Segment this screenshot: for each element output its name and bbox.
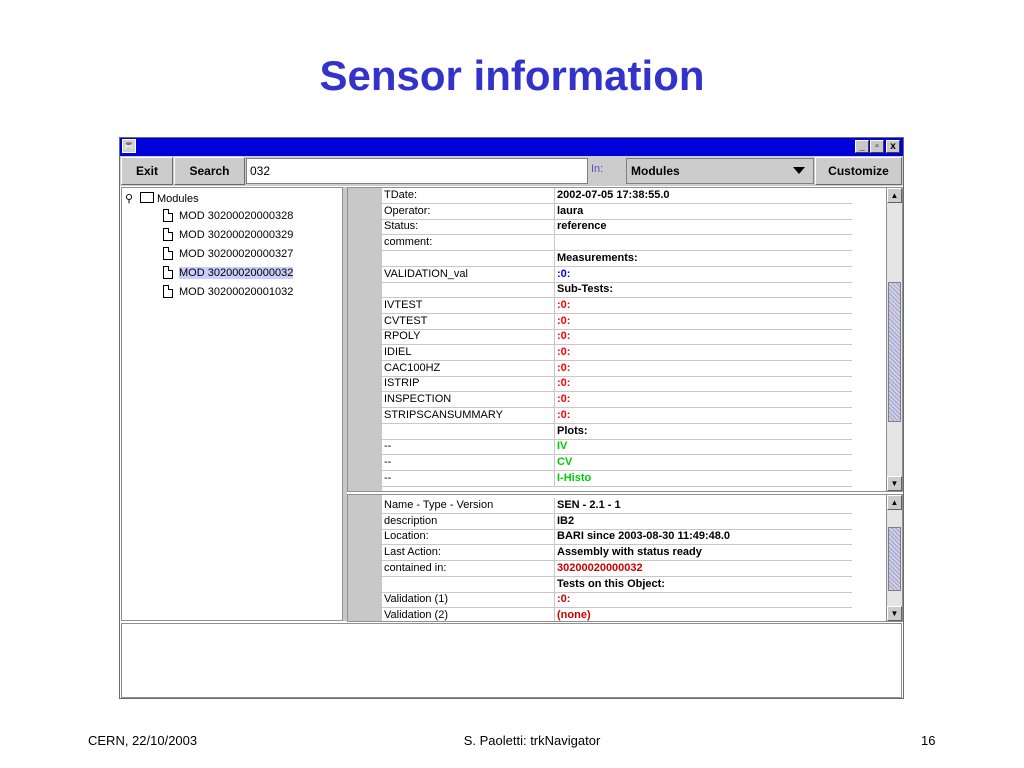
tree-item-label: MOD 30200020000032 [179, 267, 294, 279]
row-value: IV [554, 439, 852, 454]
row-key: IDIEL [384, 346, 412, 358]
table-row[interactable] [382, 514, 852, 530]
folder-icon [140, 192, 154, 203]
row-value: :0: [554, 314, 852, 329]
row-value: :0: [554, 408, 852, 423]
row-value: :0: [554, 592, 852, 607]
table-row[interactable] [382, 577, 852, 593]
row-key: -- [384, 455, 392, 468]
row-header-strip [348, 495, 382, 621]
scroll-thumb[interactable] [888, 282, 901, 422]
java-app-icon: ☕ [123, 140, 136, 151]
row-value: reference [554, 219, 852, 234]
table-row[interactable] [382, 345, 852, 361]
table-row[interactable] [382, 298, 852, 314]
row-value: Measurements: [554, 251, 852, 266]
row-value: :0: [554, 298, 852, 313]
row-value: Plots: [554, 424, 852, 439]
table-row[interactable] [382, 329, 852, 345]
chevron-down-icon[interactable] [793, 167, 805, 174]
row-value: :0: [554, 329, 852, 344]
row-value: :0: [554, 267, 852, 282]
table-row[interactable] [382, 408, 852, 424]
table-row[interactable] [382, 439, 852, 455]
table-row[interactable] [382, 424, 852, 440]
message-panel [121, 623, 902, 698]
row-key: Validation (1) [384, 593, 448, 606]
tree-handle-icon[interactable]: ⚲ [125, 193, 134, 205]
tree-root-label: Modules [157, 193, 199, 205]
scroll-up-icon[interactable]: ▲ [887, 495, 902, 510]
row-value: 2002-07-05 17:38:55.0 [554, 188, 852, 203]
row-value: :0: [554, 392, 852, 407]
tree-item-label: MOD 30200020001032 [179, 286, 294, 298]
table-row[interactable] [382, 188, 852, 204]
row-value: BARI since 2003-08-30 11:49:48.0 [554, 529, 852, 544]
table-row[interactable] [382, 592, 852, 608]
row-value: 30200020000032 [554, 561, 852, 576]
table-row[interactable] [382, 498, 852, 514]
scroll-down-icon[interactable]: ▼ [887, 606, 902, 621]
table-row[interactable] [382, 455, 852, 471]
row-value: CV [554, 455, 852, 470]
scroll-up-icon[interactable]: ▲ [887, 188, 902, 203]
row-header-strip [348, 188, 382, 491]
table-row[interactable] [382, 608, 852, 622]
tree-item[interactable] [163, 246, 293, 262]
close-button[interactable]: x [886, 140, 900, 153]
row-value: laura [554, 204, 852, 219]
row-key: Last Action: [384, 546, 441, 559]
scope-select-value: Modules [631, 164, 680, 178]
footer-center: S. Paoletti: trkNavigator [463, 733, 601, 748]
table-row[interactable] [382, 529, 852, 545]
tree-item[interactable] [163, 284, 293, 300]
row-key: TDate: [384, 189, 418, 201]
scope-label: In: [591, 163, 604, 175]
table-row[interactable] [382, 376, 852, 392]
document-icon [163, 285, 173, 298]
table-row[interactable] [382, 282, 852, 298]
row-value [554, 235, 852, 250]
row-key: RPOLY [384, 330, 421, 343]
document-icon [163, 228, 173, 241]
row-key: VALIDATION_val [384, 267, 468, 280]
row-key: description [384, 514, 438, 527]
row-value: SEN - 2.1 - 1 [554, 498, 852, 513]
row-key: Name - Type - Version [384, 499, 494, 511]
row-key: -- [384, 440, 392, 453]
table-row[interactable] [382, 204, 852, 220]
table-row[interactable] [382, 267, 852, 283]
toolbar [120, 156, 903, 186]
row-key: Status: [384, 220, 419, 233]
table-row[interactable] [382, 392, 852, 408]
scroll-down-icon[interactable]: ▼ [887, 476, 902, 491]
tree-item-label: MOD 30200020000329 [179, 229, 294, 241]
row-value: Assembly with status ready [554, 545, 852, 560]
footer-left: CERN, 22/10/2003 [88, 733, 198, 748]
table-row[interactable] [382, 251, 852, 267]
row-value: :0: [554, 345, 852, 360]
window-titlebar[interactable] [120, 138, 903, 156]
table-row[interactable] [382, 235, 852, 251]
row-key: STRIPSCANSUMMARY [384, 408, 503, 421]
vertical-scrollbar[interactable] [886, 495, 902, 621]
row-value: IB2 [554, 514, 852, 529]
footer-page-number: 16 [921, 733, 936, 748]
maximize-button[interactable]: ▫ [870, 140, 884, 153]
customize-button[interactable]: Customize [815, 157, 902, 185]
table-row[interactable] [382, 561, 852, 577]
table-row[interactable] [382, 314, 852, 330]
tree-item-label: MOD 30200020000328 [179, 210, 294, 222]
search-input[interactable]: 032 [246, 158, 588, 184]
tree-item-label: MOD 30200020000327 [179, 248, 294, 260]
row-key: Validation (2) [384, 608, 448, 621]
table-row[interactable] [382, 361, 852, 377]
row-key: CVTEST [384, 314, 428, 327]
table-row[interactable] [382, 219, 852, 235]
row-key: CAC100HZ [384, 361, 441, 374]
table-row[interactable] [382, 545, 852, 561]
object-details-pane [347, 494, 903, 622]
row-key: Location: [384, 530, 429, 543]
document-icon [163, 209, 173, 222]
row-key: ISTRIP [384, 377, 420, 390]
search-button[interactable]: Search [174, 157, 245, 185]
slide-title: Sensor information [319, 52, 705, 99]
row-value: I-Histo [554, 471, 852, 486]
tree-item[interactable] [163, 265, 293, 281]
exit-button[interactable]: Exit [121, 157, 173, 185]
tree-item[interactable] [163, 227, 293, 243]
module-tree [121, 187, 343, 621]
table-row[interactable] [382, 471, 852, 487]
row-value: :0: [554, 361, 852, 376]
document-icon [163, 266, 173, 279]
app-window [119, 137, 904, 699]
row-key: Operator: [384, 204, 431, 217]
row-key: contained in: [384, 561, 447, 574]
row-key: -- [384, 471, 392, 484]
test-details-pane [347, 187, 903, 492]
minimize-button[interactable]: _ [855, 140, 869, 153]
tree-item[interactable] [163, 208, 293, 224]
scroll-thumb[interactable] [888, 527, 901, 591]
row-value: :0: [554, 376, 852, 391]
scope-select[interactable] [626, 158, 814, 184]
row-key: INSPECTION [384, 393, 452, 406]
document-icon [163, 247, 173, 260]
row-value: Sub-Tests: [554, 282, 852, 297]
vertical-scrollbar[interactable] [886, 188, 902, 491]
row-value: Tests on this Object: [554, 577, 852, 592]
row-key: IVTEST [384, 298, 423, 311]
row-value: (none) [554, 608, 852, 622]
tree-root[interactable] [125, 192, 199, 205]
row-key: comment: [384, 236, 433, 249]
